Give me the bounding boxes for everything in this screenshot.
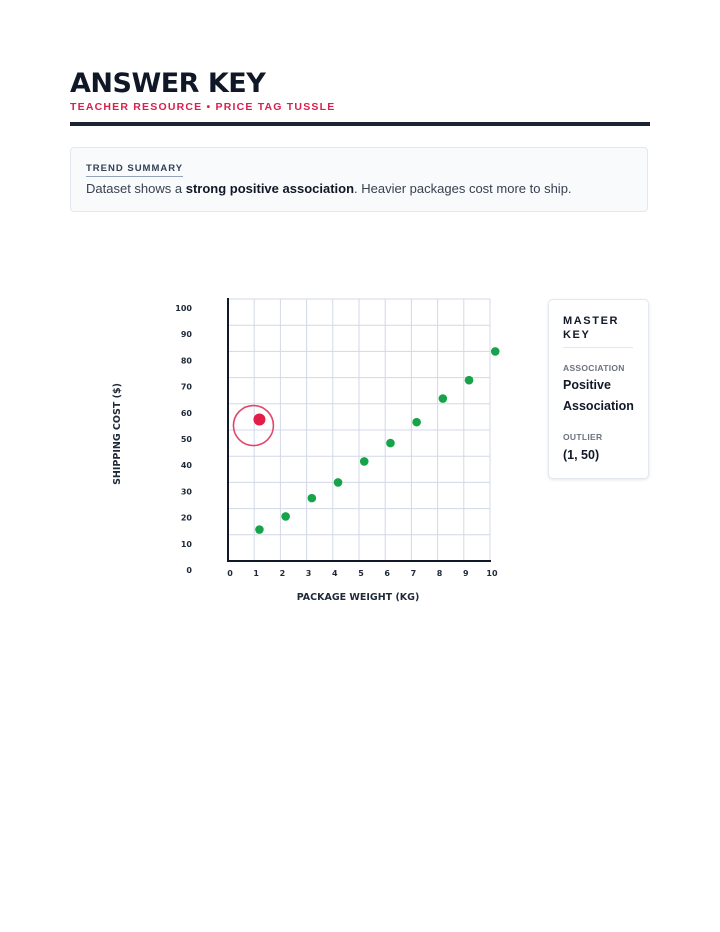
y-tick-label: 100 <box>175 304 192 313</box>
data-point <box>360 457 369 466</box>
association-value: Positive Association <box>563 378 634 413</box>
chart-points <box>233 347 499 534</box>
y-tick-label: 60 <box>180 408 192 418</box>
x-tick-label: 4 <box>332 569 338 578</box>
chart-ticks <box>175 304 498 578</box>
association-label: ASSOCIATION <box>563 363 625 373</box>
data-point <box>439 394 448 403</box>
y-tick-label: 30 <box>180 487 192 497</box>
x-tick-label: 9 <box>463 569 469 578</box>
x-tick-label: 0 <box>227 569 233 578</box>
y-tick-label: 40 <box>180 461 192 471</box>
x-tick-label: 7 <box>410 569 417 578</box>
y-tick-label: 70 <box>180 382 192 392</box>
x-tick-label: 2 <box>279 569 286 578</box>
x-axis-label: PACKAGE WEIGHT (KG) <box>296 592 420 603</box>
master-key-divider <box>563 347 633 348</box>
y-tick-label: 20 <box>180 513 192 523</box>
outlier-label: OUTLIER <box>563 432 603 442</box>
x-tick-label: 5 <box>358 569 364 578</box>
x-tick-label: 3 <box>305 569 312 578</box>
y-tick-label: 80 <box>180 356 192 366</box>
data-point <box>465 376 474 385</box>
y-tick-label: 50 <box>180 435 192 444</box>
data-point <box>491 347 500 356</box>
y-tick-label: 90 <box>180 330 192 340</box>
summary-text-prefix: Dataset shows a <box>86 181 186 196</box>
summary-text-suffix: . Heavier packages cost more to ship. <box>354 181 572 196</box>
y-tick-label: 10 <box>180 539 192 549</box>
x-tick-label: 8 <box>436 569 443 578</box>
y-tick-label: 0 <box>186 566 192 575</box>
page-subtitle: TEACHER RESOURCE • PRICE TAG TUSSLE <box>70 101 336 113</box>
data-point <box>386 439 395 448</box>
master-key-title: MASTER KEY <box>563 315 620 341</box>
data-point <box>412 418 421 427</box>
summary-text-bold: strong positive association <box>185 181 355 196</box>
outlier-value: (1, 50) <box>563 448 600 462</box>
outlier-ring <box>233 406 273 446</box>
data-point <box>255 525 264 534</box>
outlier-point <box>253 414 265 426</box>
y-axis-label: SHIPPING COST ($) <box>112 383 123 485</box>
chart-grid <box>228 299 490 561</box>
data-point <box>334 478 343 487</box>
data-point <box>308 494 317 503</box>
data-point <box>281 512 290 521</box>
page-title: ANSWER KEY <box>70 68 266 99</box>
x-tick-label: 10 <box>486 569 498 578</box>
x-tick-label: 6 <box>384 569 390 578</box>
trend-summary-label: TREND SUMMARY <box>86 163 183 177</box>
x-tick-label: 1 <box>253 569 259 578</box>
master-key-card <box>548 299 649 479</box>
